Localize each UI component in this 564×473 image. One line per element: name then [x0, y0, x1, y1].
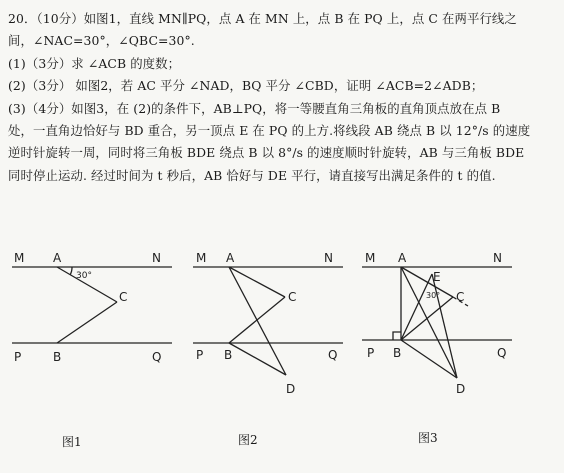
- fig2-label-b: B: [224, 348, 233, 362]
- fig2-label-m: M: [196, 251, 207, 265]
- fig3-label-m: M: [365, 251, 376, 265]
- figures-svg: [0, 240, 564, 469]
- fig3-label-q: Q: [497, 346, 507, 360]
- problem-line-6: 处，一直角边恰好与 BD 重合，另一顶点 E 在 PQ 的上方.将线段 AB 绕点 B 以 12°/s 的速度: [8, 123, 531, 139]
- fig1-label-c: C: [119, 290, 128, 304]
- fig3-label-n: N: [493, 251, 502, 265]
- figures-area: [0, 240, 564, 469]
- fig3-segment-be: [401, 274, 432, 340]
- problem-line-5: (3)（4分）如图3，在 (2)的条件下，AB⊥PQ，将一等腰直角三角板的直角顶点放在点 B: [8, 100, 501, 116]
- figure-3-caption: 图3: [418, 431, 438, 445]
- fig2-label-n: N: [324, 251, 333, 265]
- fig1-angle-arc: [70, 267, 72, 275]
- fig1-label-a: A: [53, 251, 62, 265]
- problem-line-7: 逆时针旋转一周，同时将三角板 BDE 绕点 B 以 8°/s 的速度顺时针旋转，AB 与三角板 BDE: [8, 145, 525, 161]
- fig3-label-d: D: [456, 382, 466, 396]
- problem-text: [8, 8, 556, 187]
- fig2-label-q: Q: [328, 348, 338, 362]
- fig3-label-c: C: [456, 290, 465, 304]
- fig2-label-c: C: [288, 290, 297, 304]
- fig2-label-p: P: [196, 348, 204, 362]
- fig3-segment-ed: [432, 274, 457, 378]
- fig3-right-angle-mark: [393, 332, 401, 340]
- fig3-label-p: P: [367, 346, 375, 360]
- fig3-label-b: B: [393, 346, 402, 360]
- fig3-label-e: E: [433, 270, 441, 284]
- problem-line-4: (2)（3分） 如图2，若 AC 平分 ∠NAD，BQ 平分 ∠CBD，证明 ∠ACB=2∠ADB；: [8, 78, 484, 94]
- fig3-label-a: A: [398, 251, 407, 265]
- fig2-label-d: D: [286, 382, 296, 396]
- fig2-label-a: A: [226, 251, 235, 265]
- problem-line-1: 20．（10分）如图1，直线 MN∥PQ，点 A 在 MN 上，点 B 在 PQ 上，点 C 在两平行线之: [8, 11, 517, 26]
- problem-line-8: 同时停止运动. 经过时间为 t 秒后，AB 恰好与 DE 平行，请直接写出满足条件的 t 的值.: [8, 167, 496, 183]
- fig1-label-m: M: [14, 251, 25, 265]
- fig1-label-p: P: [14, 350, 22, 364]
- fig1-label-n: N: [152, 251, 161, 265]
- figure-2: [193, 267, 343, 375]
- figure-1: [12, 267, 172, 343]
- figure-2-caption: 图2: [238, 433, 258, 447]
- problem-line-2: 间，∠NAC=30°，∠QBC=30°.: [8, 33, 195, 49]
- fig1-label-q: Q: [152, 350, 162, 364]
- fig1-label-b: B: [53, 350, 62, 364]
- figure-1-caption: 图1: [62, 435, 82, 449]
- fig1-label-angle: 30°: [76, 271, 92, 281]
- fig1-segment-bc: [57, 302, 117, 343]
- fig3-label-angle: 30°: [426, 291, 441, 300]
- problem-line-3: (1)（3分）求 ∠ACB 的度数；: [8, 55, 181, 71]
